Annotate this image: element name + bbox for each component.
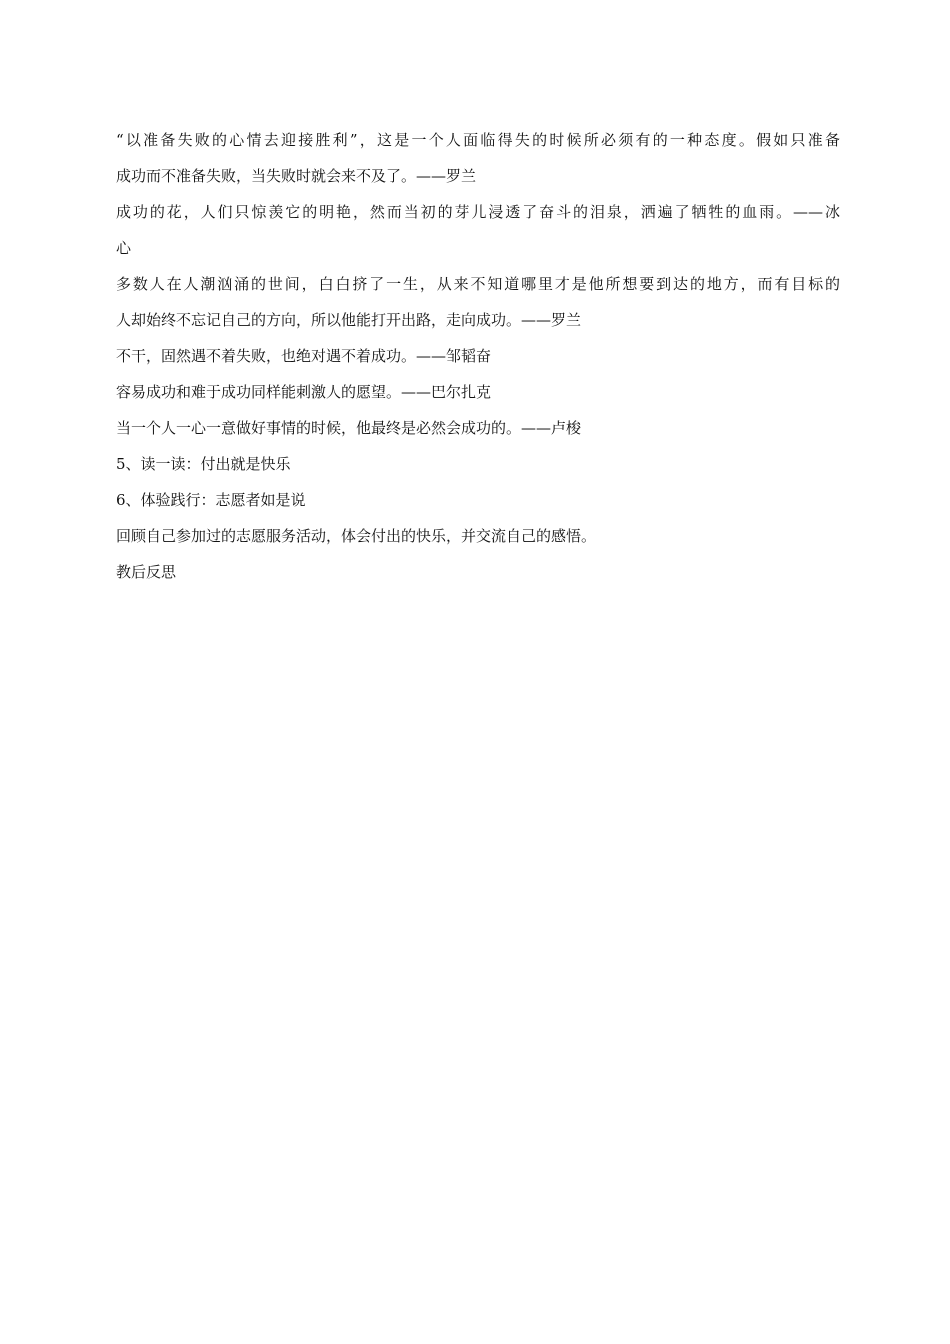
quote-3-line-2: 人却始终不忘记自己的方向，所以他能打开出路，走向成功。——罗兰 <box>116 311 582 329</box>
section-6-instruction: 回顾自己参加过的志愿服务活动，体会付出的快乐，并交流自己的感悟。 <box>116 527 597 545</box>
quote-2-line-1 <box>116 194 840 230</box>
section-5-heading: 5、读一读：付出就是快乐 <box>116 455 291 473</box>
quote-5: 容易成功和难于成功同样能刺激人的愿望。——巴尔扎克 <box>116 383 492 401</box>
quote-6: 当一个人一心一意做好事情的时候，他最终是必然会成功的。——卢梭 <box>116 419 582 437</box>
quote-3-text-1: 多数人在人潮汹涌的世间，白白挤了一生，从来不知道哪里才是他所想要到达的地方，而有目标的 <box>116 275 840 293</box>
quote-1-text-1: “以准备失败的心情去迎接胜利”，这是一个人面临得失的时候所必须有的一种态度。假如只准备 <box>116 131 840 149</box>
quote-1-line-2: 成功而不准备失败，当失败时就会来不及了。——罗兰 <box>116 167 477 185</box>
quote-4: 不干，固然遇不着失败，也绝对遇不着成功。——邹韬奋 <box>116 347 492 365</box>
section-6-heading: 6、体验践行：志愿者如是说 <box>116 491 306 509</box>
reflection-heading: 教后反思 <box>116 563 177 581</box>
quote-1-line-1 <box>116 122 840 158</box>
quote-2-line-2: 心 <box>116 239 132 257</box>
document-body <box>116 122 840 590</box>
quote-2-text-1: 成功的花，人们只惊羡它的明艳，然而当初的芽儿浸透了奋斗的泪泉，洒遍了牺牲的血雨。——冰 <box>116 203 840 221</box>
quote-3-line-1 <box>116 266 840 302</box>
